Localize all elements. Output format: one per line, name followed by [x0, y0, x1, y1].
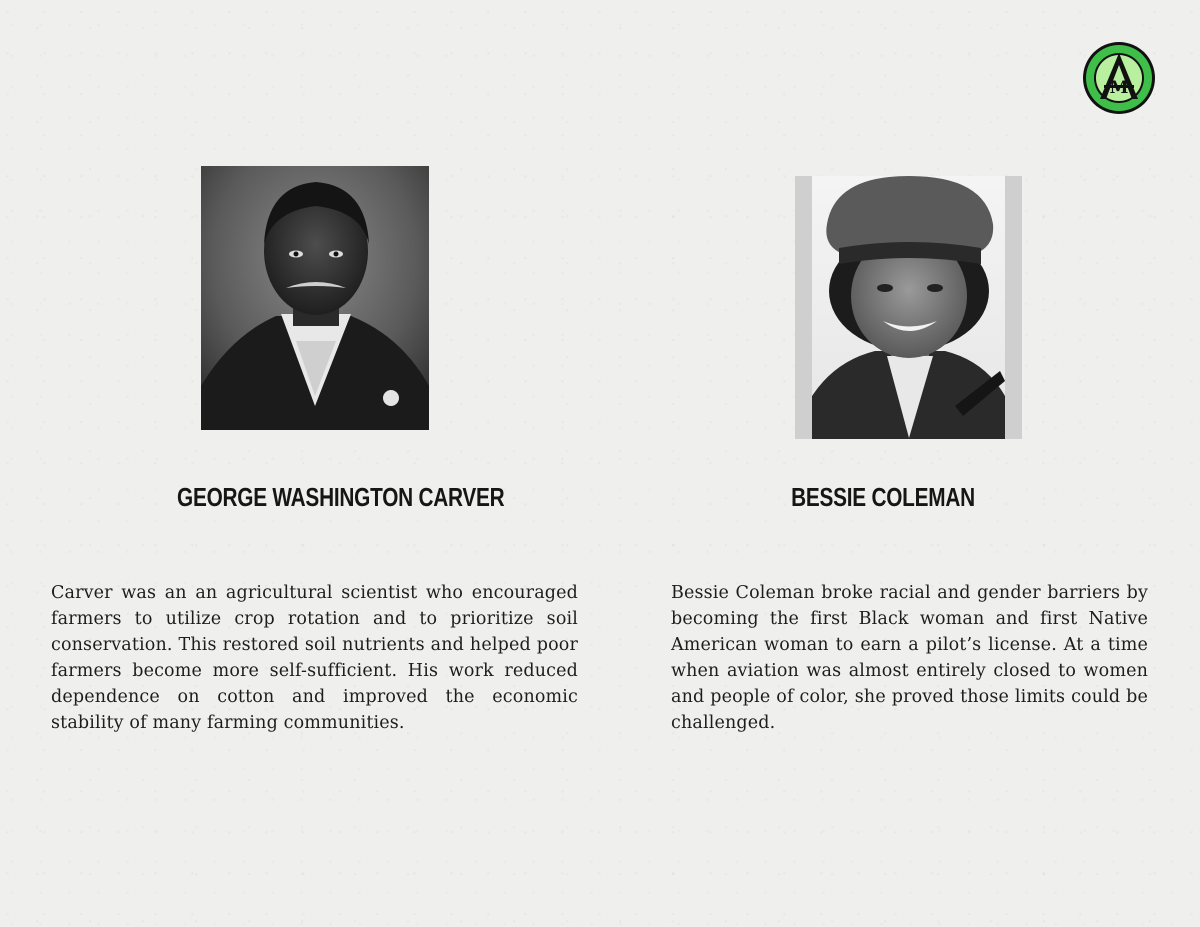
coleman-portrait-icon	[795, 176, 1022, 439]
coleman-biography: Bessie Coleman broke racial and gender barriers by becoming the first Black woman and first Native American woman to earn a pilot’s license. At a time when aviation was almost entirely closed to women and people of color, she proved those limits could be challenged.	[671, 582, 1148, 733]
coleman-name-heading: BESSIE COLEMAN	[791, 482, 975, 512]
organization-logo-icon	[1082, 41, 1156, 115]
carver-portrait-icon	[201, 166, 429, 430]
carver-name-heading: GEORGE WASHINGTON CARVER	[177, 482, 505, 512]
carver-biography: Carver was an an agricultural scientist who encouraged farmers to utilize crop rotation and to prioritize soil conservation. This restored soil nutrients and helped poor farmers become more self-sufficient. His work reduced dependence on cotton and improved the economic stability of many farming communities.	[51, 582, 578, 733]
svg-text:M: M	[1109, 78, 1129, 98]
